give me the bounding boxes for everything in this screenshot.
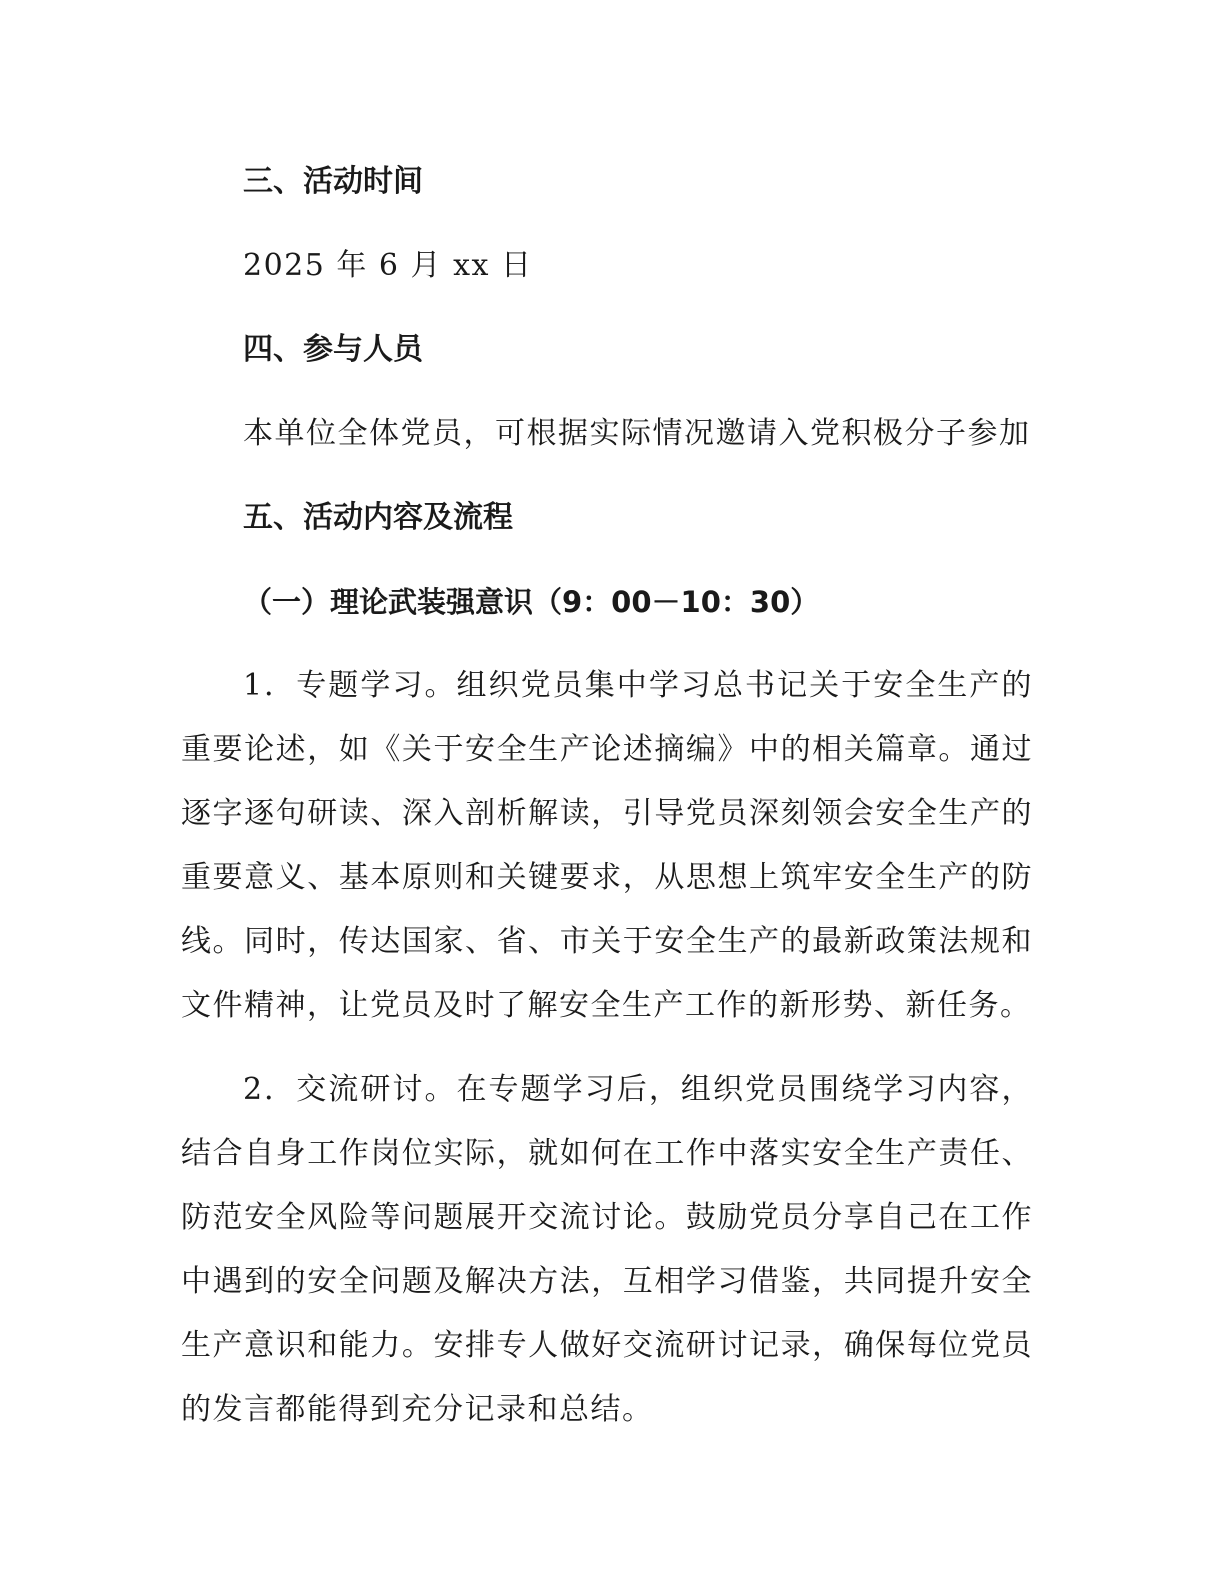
section-heading-participants: 四、参与人员 xyxy=(243,332,423,367)
participants-text: 本单位全体党员，可根据实际情况邀请入党积极分子参加 xyxy=(243,416,1031,451)
paragraph-topic-study: 1．专题学习。组织党员集中学习总书记关于安全生产的重要论述，如《关于安全生产论述摘编》中的相关篇章。通过逐字逐句研读、深入剖析解读，引导党员深刻领会安全生产的重要意义、基本原则和关键要求，从思想上筑牢安全生产的防线。同时，传达国家、省、市关于安全生产的最新政策法规和文件精神，让党员及时了解安全生产工作的新形势、新任务。 xyxy=(181,668,1033,1023)
subsection-heading-theory: （一）理论武装强意识（9：00－10：30） xyxy=(243,585,820,619)
section-heading-time: 三、活动时间 xyxy=(243,164,423,199)
section-heading-content: 五、活动内容及流程 xyxy=(243,500,513,535)
activity-date: 2025 年 6 月 xx 日 xyxy=(243,248,533,283)
document-body xyxy=(181,150,1033,1462)
paragraph-discussion: 2．交流研讨。在专题学习后，组织党员围绕学习内容，结合自身工作岗位实际，就如何在工作中落实安全生产责任、防范安全风险等问题展开交流讨论。鼓励党员分享自己在工作中遇到的安全问题及解决方法，互相学习借鉴，共同提升安全生产意识和能力。安排专人做好交流研讨记录，确保每位党员的发言都能得到充分记录和总结。 xyxy=(181,1072,1033,1427)
